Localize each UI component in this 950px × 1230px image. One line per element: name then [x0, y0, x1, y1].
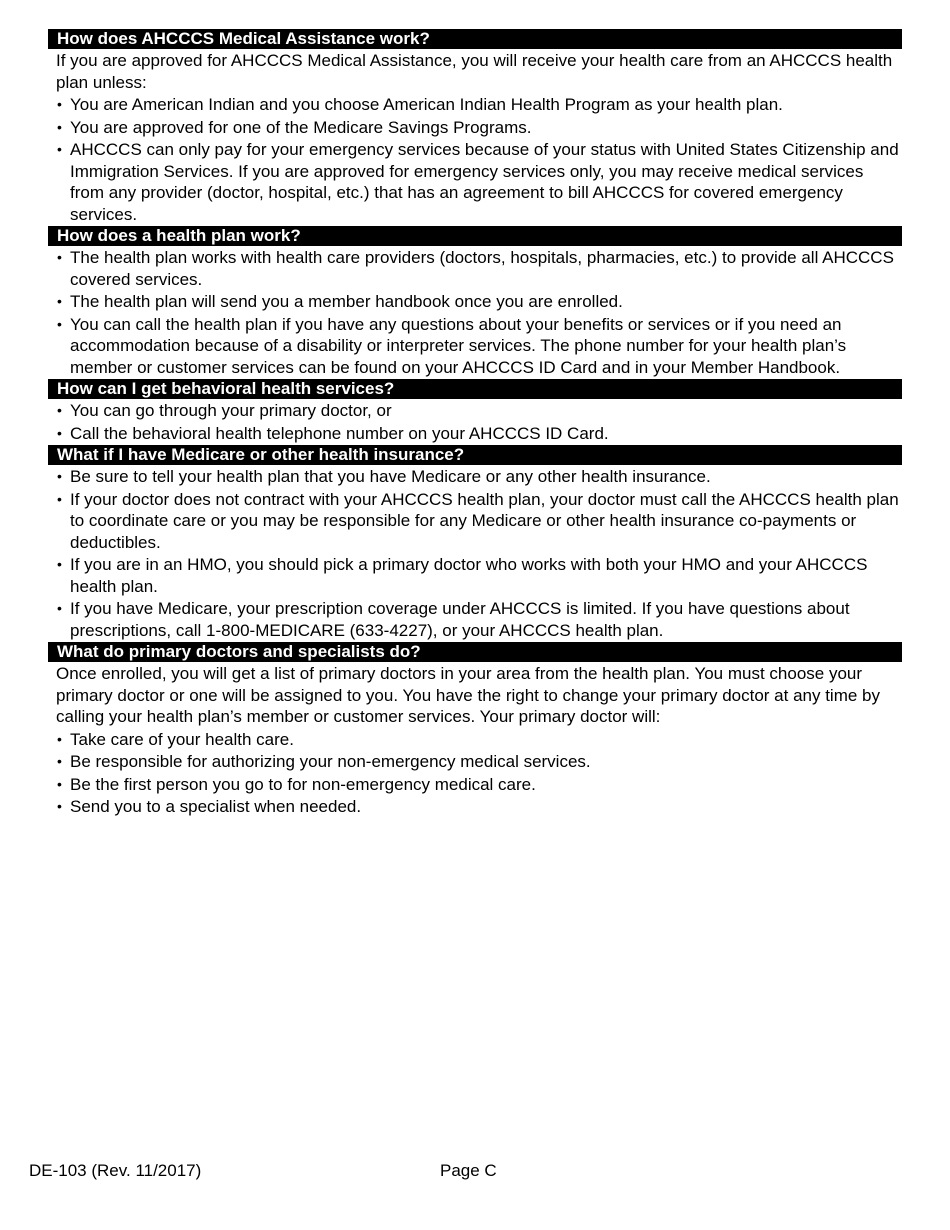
section-behavioral-health: [48, 379, 902, 444]
list-item: • You can go through your primary doctor, or: [57, 401, 392, 420]
bullet-list: [48, 247, 902, 378]
section-primary-doctors: [48, 642, 902, 818]
bullet-list: [48, 729, 902, 818]
list-item: • Send you to a specialist when needed.: [57, 797, 362, 816]
list-item: • If your doctor does not contract with your AHCCCS health plan, your doctor must call the AHCCCS health plan to coordinate care or you may be responsible for any Medicare or other health insurance co-payments or deductibles.: [57, 489, 899, 552]
bullet-icon: •: [57, 600, 62, 616]
section-heading: How can I get behavioral health services?: [48, 379, 902, 399]
bullet-icon: •: [57, 730, 62, 747]
bullet-icon: •: [57, 141, 62, 157]
bullet-icon: •: [57, 293, 62, 309]
bullet-icon: •: [57, 490, 62, 507]
section-heading: What if I have Medicare or other health insurance?: [48, 445, 902, 465]
bullet-icon: •: [57, 424, 62, 441]
section-medicare: [48, 445, 902, 641]
list-item: • Be responsible for authorizing your non-emergency medical services.: [57, 752, 591, 771]
section-heading: How does a health plan work?: [48, 226, 902, 246]
list-item: • Call the behavioral health telephone number on your AHCCCS ID Card.: [57, 423, 609, 443]
section-heading: How does AHCCCS Medical Assistance work?: [48, 29, 902, 49]
list-item: • You are American Indian and you choose American Indian Health Program as your health plan.: [57, 95, 783, 114]
bullet-icon: •: [57, 96, 62, 112]
list-item: • The health plan works with health care providers (doctors, hospitals, pharmacies, etc.) to provide all AHCCCS covered services.: [57, 248, 894, 289]
bullet-icon: •: [57, 798, 62, 814]
bullet-icon: •: [57, 118, 62, 135]
bullet-icon: •: [57, 556, 62, 572]
list-item: • AHCCCS can only pay for your emergency services because of your status with United States Citizenship and Immigration Services. If you are approved for emergency services only, you may receive medical services from any provider (doctor, hospital, etc.) that has an agreement to bill AHCCCS for covered emergency services.: [57, 140, 899, 224]
section-heading: What do primary doctors and specialists do?: [48, 642, 902, 662]
bullet-icon: •: [57, 753, 62, 769]
list-item: • Be sure to tell your health plan that you have Medicare or any other health insurance.: [57, 467, 711, 486]
list-item: • Take care of your health care.: [57, 729, 294, 749]
bullet-icon: •: [57, 775, 62, 792]
list-item: • If you are in an HMO, you should pick a primary doctor who works with both your HMO and your AHCCCS health plan.: [57, 555, 868, 596]
bullet-list: [48, 400, 902, 444]
list-item: • If you have Medicare, your prescription coverage under AHCCCS is limited. If you have questions about prescriptions, call 1-800-MEDICARE (633-4227), or your AHCCCS health plan.: [57, 599, 850, 640]
document-body: [48, 29, 902, 819]
section-health-plan: [48, 226, 902, 378]
list-item: • You can call the health plan if you have any questions about your benefits or services or if you need an accommodation because of a disability or interpreter services. The phone number for your health plan’s member or customer services can be found on your AHCCCS ID Card and in your Member Handbook.: [57, 314, 847, 377]
section-intro: Once enrolled, you will get a list of primary doctors in your area from the health plan. You must choose your primary doctor or one will be assigned to you. You have the right to change your primary doctor at any time by calling your health plan’s member or customer services. Your primary doctor will:: [56, 664, 881, 726]
bullet-icon: •: [57, 249, 62, 265]
list-item: • The health plan will send you a member handbook once you are enrolled.: [57, 292, 623, 311]
page-number: Page C: [440, 1161, 497, 1180]
form-id: DE-103 (Rev. 11/2017): [29, 1161, 202, 1180]
bullet-icon: •: [57, 402, 62, 418]
list-item: • Be the first person you go to for non-emergency medical care.: [57, 774, 536, 794]
section-medical-assistance: [48, 29, 902, 225]
section-intro: If you are approved for AHCCCS Medical Assistance, you will receive your health care from an AHCCCS health plan unless:: [56, 51, 893, 92]
bullet-icon: •: [57, 468, 62, 484]
bullet-list: [48, 94, 902, 225]
bullet-list: [48, 466, 902, 641]
list-item: • You are approved for one of the Medicare Savings Programs.: [57, 117, 532, 137]
bullet-icon: •: [57, 315, 62, 332]
